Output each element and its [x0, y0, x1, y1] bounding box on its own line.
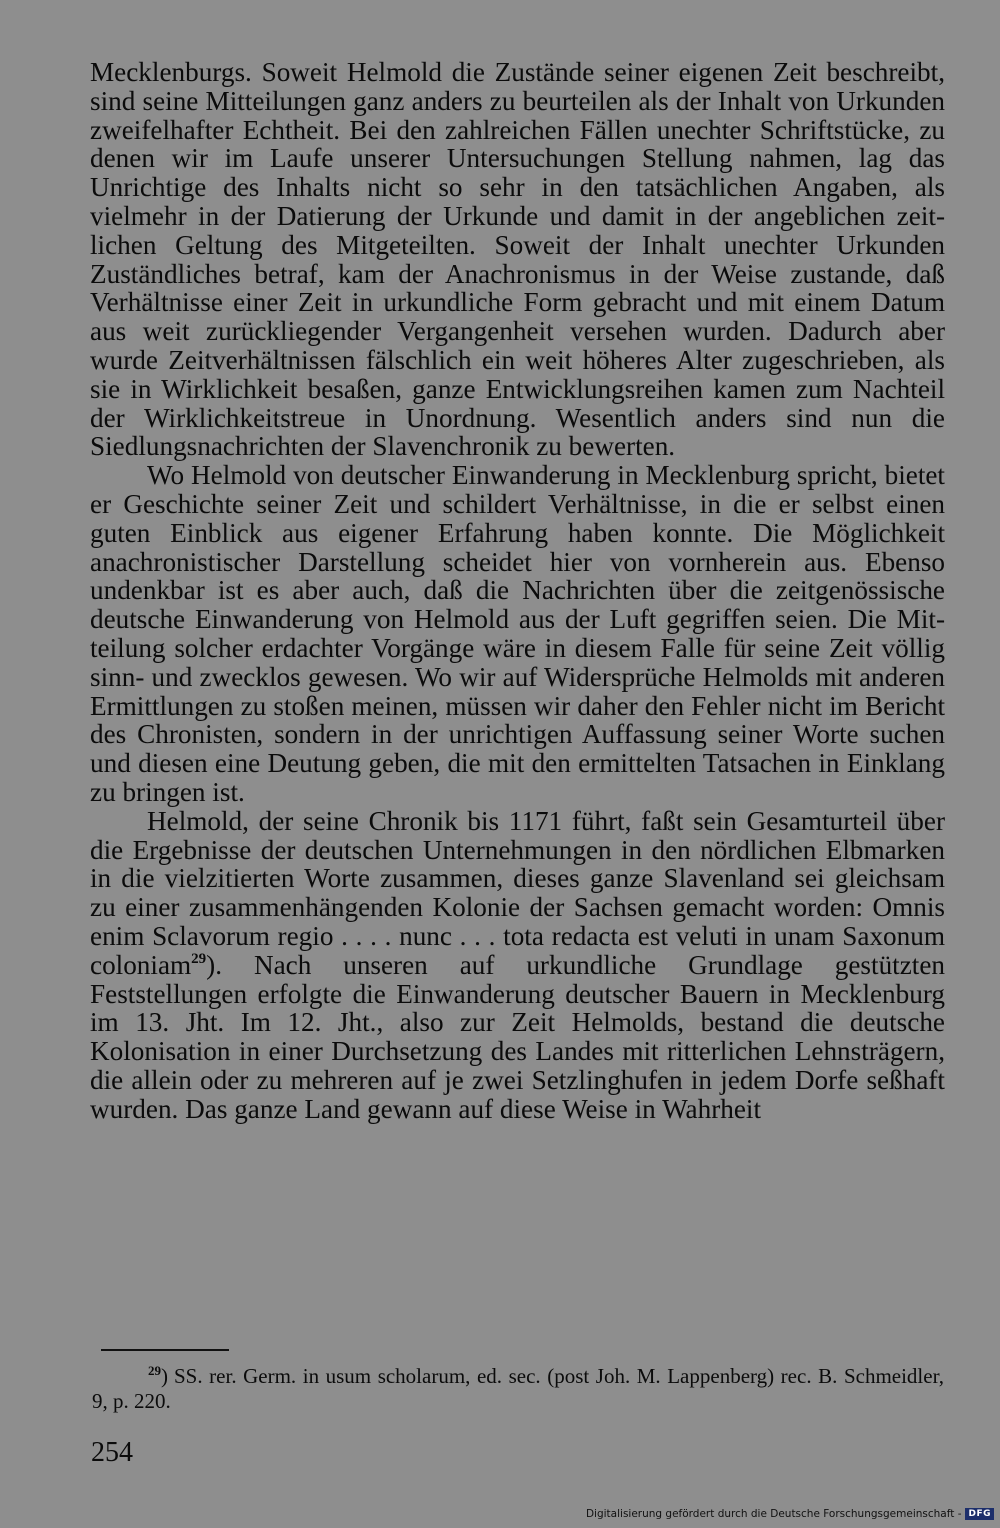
- footnote: [92, 1364, 944, 1414]
- paragraph-3: [90, 807, 945, 1124]
- footnote-marker: $^{29}$): [148, 1363, 168, 1388]
- paragraph-3-text-b: ). Nach unseren auf urkundliche Grundlage gestützten Feststellungen erfolgte die Einwanderung deutscher Bauern in Mecklenburg im 13. Jht. Im 12. Jht., also zur Zeit Helmolds, bestand die deutsche Kolonisation in einer Durchsetzung des Landes mit ritterlichen Lehnsträgern, die allein oder zu mehreren auf je zwei Setzlinghufen in jedem Dorfe seßhaft wurden. Das ganze Land gewann auf diese Weise in Wahrheit: [90, 949, 945, 1124]
- footnote-reference[interactable]: 29: [191, 950, 207, 967]
- footnote-divider: [101, 1349, 229, 1351]
- paragraph-3-text-a: Helmold, der seine Chronik bis 1171 führt, faßt sein Gesamturteil über die Ergebnisse der deutschen Unternehmungen in den nördlichen Elbmarken in die vielzitierten Worte zusammen, dieses ganze Slavenland sei gleichsam zu einer zusammenhängenden Kolonie der Sachsen gemacht worden: Omnis enim Sclavorum regio . . . . nunc . . . tota redacta est veluti in unam Saxonum coloniam: [90, 805, 945, 980]
- credit-text: Digitalisierung gefördert durch die Deutsche Forschungsgemeinschaft -: [585, 1508, 962, 1520]
- footnote-text: SS. rer. Germ. in usum scholarum, ed. sec. (post Joh. M. Lappenberg) rec. B. Schmeidler, 9, p. 220.: [92, 1364, 944, 1413]
- page-number: 254: [91, 1437, 133, 1468]
- page-body: [90, 58, 945, 1123]
- digitization-credit: [586, 1508, 994, 1520]
- footnote-number: 29: [148, 1363, 161, 1378]
- dfg-logo-icon: DFG: [965, 1508, 994, 1520]
- paragraph-1: Mecklenburgs. Soweit Helmold die Zustände seiner eigenen Zeit beschreibt, sind seine Mitteilungen ganz anders zu beurteilen als der Inhalt von Urkunden zweifelhafter Echtheit. Bei den zahlreichen Fällen unechter Schriftstücke, zu denen wir im Laufe unserer Untersuchungen Stellung nahmen, lag das Unrichtige des Inhalts nicht so sehr in den tatsächlichen Angaben, als vielmehr in der Datierung der Urkunde und damit in der angeblichen zeitlichen Geltung des Mitgeteilten. Soweit der Inhalt unechter Urkunden Zuständliches betraf, kam der Anachronismus in der Weise zustande, daß Verhältnisse einer Zeit in urkundliche Form gebracht und mit einem Datum aus weit zurückliegender Vergangenheit versehen wurden. Dadurch aber wurde Zeitverhältnissen fälschlich ein weit höheres Alter zugeschrieben, als sie in Wirklichkeit besaßen, ganze Entwicklungsreihen kamen zum Nachteil der Wirklichkeitstreue in Unordnung. Wesentlich anders sind nun die Siedlungsnachrichten der Slavenchronik zu bewerten.: [90, 57, 945, 462]
- paragraph-2: Wo Helmold von deutscher Einwanderung in Mecklenburg spricht, bietet er Geschichte seiner Zeit und schildert Verhältnisse, in die er selbst einen guten Einblick aus eigener Erfahrung haben konnte. Die Möglichkeit anachronistischer Darstellung scheidet hier von vornherein aus. Ebenso undenkbar ist es aber auch, daß die Nachrichten über die zeitgenössische deutsche Einwanderung von Helmold aus der Luft gegriffen seien. Die Mitteilung solcher erdachter Vorgänge wäre in diesem Falle für seine Zeit völlig sinn- und zwecklos gewesen. Wo wir auf Widersprüche Helmolds mit anderen Ermittlungen zu stoßen meinen, müssen wir daher den Fehler nicht im Bericht des Chronisten, sondern in der unrichtigen Auffassung seiner Worte suchen und diesen eine Deutung geben, die mit den ermittelten Tatsachen in Einklang zu bringen ist.: [90, 460, 945, 807]
